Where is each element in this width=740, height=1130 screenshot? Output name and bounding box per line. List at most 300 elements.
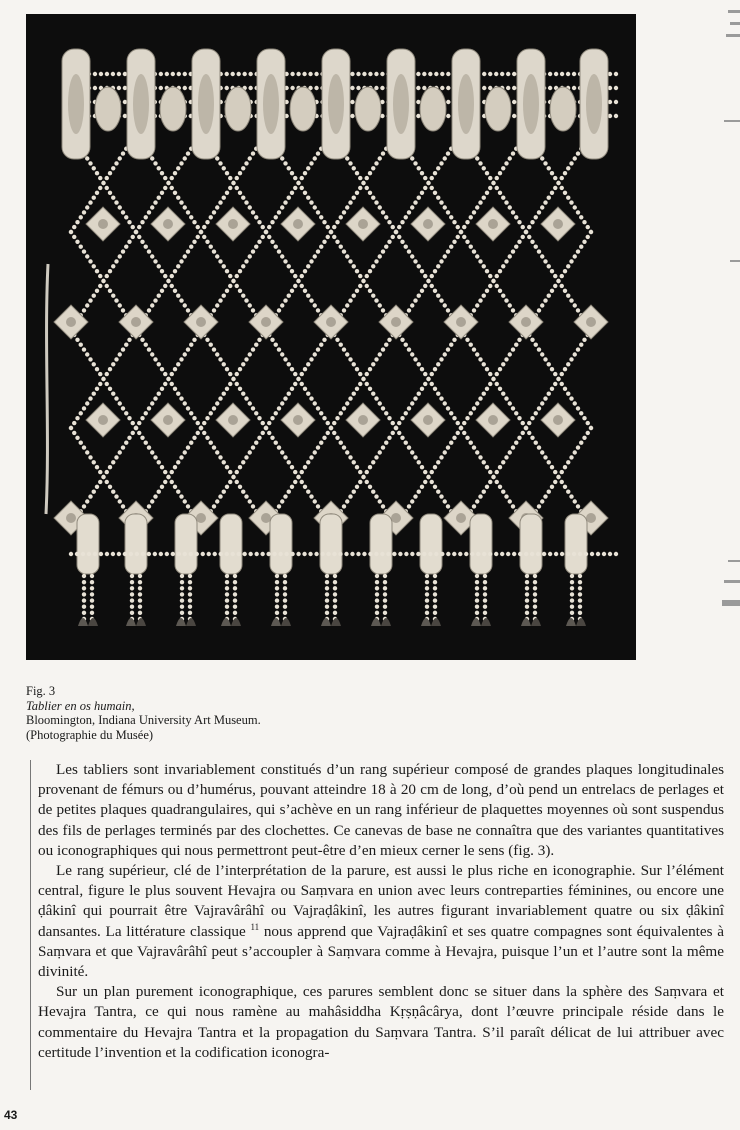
bead bbox=[446, 114, 450, 118]
bead bbox=[127, 436, 131, 440]
bead bbox=[127, 416, 131, 420]
bead bbox=[501, 196, 505, 200]
bead bbox=[300, 480, 304, 484]
bead bbox=[548, 552, 552, 556]
bead bbox=[225, 598, 229, 602]
bead bbox=[275, 605, 279, 609]
bead bbox=[514, 411, 518, 415]
bell bbox=[281, 618, 291, 626]
bead bbox=[475, 580, 479, 584]
bead bbox=[469, 441, 473, 445]
bead bbox=[225, 592, 229, 596]
bottom-plaque bbox=[320, 514, 342, 574]
bead bbox=[352, 196, 356, 200]
bead bbox=[283, 200, 287, 204]
bead bbox=[387, 220, 391, 224]
bead bbox=[339, 215, 343, 219]
bead bbox=[440, 86, 444, 90]
bead bbox=[378, 205, 382, 209]
bead bbox=[283, 298, 287, 302]
bead bbox=[501, 294, 505, 298]
bead bbox=[173, 191, 177, 195]
bead bbox=[335, 436, 339, 440]
bead bbox=[333, 611, 337, 615]
bead bbox=[153, 200, 157, 204]
bead bbox=[138, 611, 142, 615]
bead bbox=[525, 580, 529, 584]
bead bbox=[348, 200, 352, 204]
bead bbox=[137, 225, 141, 229]
bead bbox=[501, 362, 505, 366]
bead bbox=[283, 357, 287, 361]
bead bbox=[449, 245, 453, 249]
bead bbox=[368, 485, 372, 489]
bead bbox=[79, 215, 83, 219]
bead bbox=[238, 465, 242, 469]
bead bbox=[316, 308, 320, 312]
bead bbox=[157, 166, 161, 170]
bead bbox=[433, 605, 437, 609]
bead bbox=[147, 347, 151, 351]
bead bbox=[222, 460, 226, 464]
bead bbox=[488, 382, 492, 386]
bead bbox=[560, 176, 564, 180]
footnote-ref[interactable]: 11 bbox=[250, 921, 260, 932]
bead bbox=[573, 401, 577, 405]
bead bbox=[436, 294, 440, 298]
bead bbox=[504, 259, 508, 263]
bead bbox=[134, 426, 138, 430]
bead bbox=[309, 494, 313, 498]
bead bbox=[498, 465, 502, 469]
bead bbox=[205, 220, 209, 224]
bead bbox=[371, 264, 375, 268]
diamond-carving bbox=[553, 415, 563, 425]
bead bbox=[537, 445, 541, 449]
bead bbox=[260, 552, 264, 556]
diamond-carving bbox=[586, 317, 596, 327]
paragraph-1: Les tabliers sont invariablement constitués d’un rang supérieur composé de grandes plaques longitudinales provenant de fémurs ou d’humérus, pouvant atteindre 18 à 20 cm de long, d’où pend un entrelacs de perlages et de petites plaques quadrangulaires, qui s’achève en un rang inférieur de plaquettes moyennes où sont suspendus des fils de perlages terminés par des clochettes. Ce canevas de base ne connaîtra que des variantes quantitatives ou iconographiques qui nous permettront peut-être d’en mieux cerner le sens (fig. 3). bbox=[38, 761, 724, 859]
bead bbox=[547, 460, 551, 464]
bead bbox=[543, 494, 547, 498]
bead bbox=[85, 205, 89, 209]
bead bbox=[430, 480, 434, 484]
bead bbox=[147, 406, 151, 410]
bead bbox=[381, 210, 385, 214]
bead bbox=[560, 72, 564, 76]
bead bbox=[215, 450, 219, 454]
bead bbox=[306, 294, 310, 298]
bead bbox=[514, 343, 518, 347]
bead bbox=[420, 171, 424, 175]
bead bbox=[202, 225, 206, 229]
bell bbox=[576, 618, 586, 626]
bead bbox=[105, 274, 109, 278]
bead bbox=[413, 494, 417, 498]
bead bbox=[533, 574, 537, 578]
bead bbox=[576, 210, 580, 214]
bead bbox=[124, 245, 128, 249]
bead bbox=[508, 401, 512, 405]
bottom-plaque bbox=[125, 514, 147, 574]
bead bbox=[130, 605, 134, 609]
bead bbox=[287, 264, 291, 268]
body-text bbox=[38, 760, 724, 1063]
bead bbox=[293, 372, 297, 376]
bead bbox=[123, 86, 127, 90]
bead bbox=[566, 392, 570, 396]
bead bbox=[72, 225, 76, 229]
bead bbox=[236, 552, 240, 556]
bead bbox=[306, 490, 310, 494]
bead bbox=[79, 411, 83, 415]
bead bbox=[381, 308, 385, 312]
bead bbox=[101, 279, 105, 283]
bead bbox=[475, 205, 479, 209]
bead bbox=[111, 294, 115, 298]
bead bbox=[225, 72, 229, 76]
bead bbox=[333, 574, 337, 578]
bead bbox=[380, 552, 384, 556]
bead bbox=[433, 171, 437, 175]
bead bbox=[111, 552, 115, 556]
bead bbox=[313, 156, 317, 160]
bell bbox=[331, 618, 341, 626]
bead bbox=[462, 235, 466, 239]
bead bbox=[548, 72, 552, 76]
bead bbox=[183, 156, 187, 160]
bead bbox=[150, 499, 154, 503]
bead bbox=[92, 362, 96, 366]
plaque-carving bbox=[133, 74, 149, 134]
bead bbox=[430, 176, 434, 180]
bead bbox=[179, 259, 183, 263]
bead bbox=[177, 552, 181, 556]
bead bbox=[508, 303, 512, 307]
bell bbox=[186, 618, 196, 626]
bead bbox=[478, 259, 482, 263]
bead bbox=[488, 372, 492, 376]
bead bbox=[342, 445, 346, 449]
bead bbox=[166, 475, 170, 479]
bead bbox=[530, 240, 534, 244]
bead bbox=[300, 470, 304, 474]
bead bbox=[98, 176, 102, 180]
bell bbox=[481, 618, 491, 626]
bead bbox=[456, 431, 460, 435]
bead bbox=[443, 254, 447, 258]
plaque-carving bbox=[198, 74, 214, 134]
bead bbox=[501, 166, 505, 170]
plaque-carving bbox=[328, 74, 344, 134]
bead bbox=[512, 72, 516, 76]
bead bbox=[394, 230, 398, 234]
bead bbox=[293, 176, 297, 180]
bead bbox=[215, 401, 219, 405]
bead bbox=[111, 490, 115, 494]
paragraph-2: Le rang supérieur, clé de l’interprétation de la parure, est aussi le plus riche en iconographie. Sur l’élément central, figure le plus souvent Hevajra ou Saṃvara en union avec leurs contreparties féminines, ou encore une ḍâkinî qui pourrait être Vajravârâhî ou Vajraḍâkinî, les autres figurant invariablement quatre ou six ḍâkinî dansantes. La littérature classique $^{11}$ nous apprend que Vajraḍâkinî et ses quatre compagnes sont équivalentes à Saṃvara et que Vajravârâhî peut s’accoupler à Saṃvara comme à Hevajra, puisque l’un et l’autre sont la même divinité. bbox=[38, 862, 725, 981]
bead bbox=[413, 357, 417, 361]
bead bbox=[159, 86, 163, 90]
bead bbox=[278, 552, 282, 556]
bead bbox=[443, 450, 447, 454]
bead bbox=[569, 494, 573, 498]
bead bbox=[283, 161, 287, 165]
bead bbox=[338, 552, 342, 556]
bead bbox=[228, 176, 232, 180]
bead bbox=[114, 494, 118, 498]
diamond-carving bbox=[261, 317, 271, 327]
bead bbox=[98, 372, 102, 376]
bead bbox=[150, 450, 154, 454]
bead bbox=[504, 200, 508, 204]
bead bbox=[550, 367, 554, 371]
bead bbox=[335, 240, 339, 244]
bell bbox=[521, 618, 531, 626]
bead bbox=[433, 269, 437, 273]
bead bbox=[576, 347, 580, 351]
bead bbox=[111, 264, 115, 268]
bead bbox=[560, 480, 564, 484]
bead bbox=[352, 490, 356, 494]
bead bbox=[266, 552, 270, 556]
bead bbox=[517, 220, 521, 224]
bead bbox=[446, 347, 450, 351]
bead bbox=[235, 186, 239, 190]
diamond-carving bbox=[163, 219, 173, 229]
bead bbox=[407, 406, 411, 410]
bead bbox=[439, 494, 443, 498]
bead bbox=[222, 392, 226, 396]
bead bbox=[398, 552, 402, 556]
bead bbox=[576, 406, 580, 410]
bell bbox=[136, 618, 146, 626]
diamond-carving bbox=[391, 317, 401, 327]
bead bbox=[75, 220, 79, 224]
bead bbox=[309, 259, 313, 263]
bead bbox=[517, 338, 521, 342]
bead bbox=[540, 156, 544, 160]
bead bbox=[508, 450, 512, 454]
bead bbox=[400, 240, 404, 244]
bead bbox=[375, 598, 379, 602]
bead bbox=[374, 494, 378, 498]
bead bbox=[160, 367, 164, 371]
bead bbox=[241, 196, 245, 200]
bead bbox=[501, 264, 505, 268]
bead bbox=[153, 161, 157, 165]
bead bbox=[553, 274, 557, 278]
bead bbox=[371, 392, 375, 396]
oval-plaque bbox=[355, 87, 381, 131]
bead bbox=[589, 230, 593, 234]
bead bbox=[105, 372, 109, 376]
bead bbox=[374, 552, 378, 556]
bead bbox=[176, 166, 180, 170]
bead bbox=[504, 161, 508, 165]
bead bbox=[482, 362, 486, 366]
diamond-carving bbox=[456, 513, 466, 523]
bead bbox=[540, 450, 544, 454]
bead bbox=[283, 611, 287, 615]
bead bbox=[483, 592, 487, 596]
bead bbox=[433, 289, 437, 293]
bead bbox=[339, 343, 343, 347]
cord bbox=[46, 264, 48, 514]
bead bbox=[88, 357, 92, 361]
bead bbox=[225, 485, 229, 489]
bead bbox=[233, 611, 237, 615]
bead bbox=[446, 100, 450, 104]
bead bbox=[475, 352, 479, 356]
bead bbox=[241, 392, 245, 396]
bead bbox=[121, 445, 125, 449]
bead bbox=[160, 465, 164, 469]
bead bbox=[512, 100, 516, 104]
bead bbox=[495, 186, 499, 190]
bead bbox=[144, 441, 148, 445]
bead bbox=[108, 171, 112, 175]
bead bbox=[413, 161, 417, 165]
bead bbox=[576, 445, 580, 449]
bead bbox=[95, 485, 99, 489]
bead bbox=[534, 441, 538, 445]
bead bbox=[536, 552, 540, 556]
bead bbox=[244, 161, 248, 165]
bead bbox=[300, 186, 304, 190]
bead bbox=[170, 470, 174, 474]
bead bbox=[293, 274, 297, 278]
bead bbox=[293, 284, 297, 288]
bead bbox=[339, 245, 343, 249]
bead bbox=[82, 586, 86, 590]
bead bbox=[391, 421, 395, 425]
bead bbox=[135, 552, 139, 556]
figure-photograph bbox=[26, 14, 636, 660]
bead bbox=[233, 605, 237, 609]
bead bbox=[472, 210, 476, 214]
bead bbox=[495, 274, 499, 278]
bead bbox=[277, 406, 281, 410]
bead bbox=[391, 431, 395, 435]
bead bbox=[524, 426, 528, 430]
bead bbox=[92, 392, 96, 396]
bead bbox=[374, 259, 378, 263]
bead bbox=[407, 249, 411, 253]
bead bbox=[410, 499, 414, 503]
bead bbox=[123, 100, 127, 104]
bead bbox=[176, 392, 180, 396]
bead bbox=[356, 552, 360, 556]
bead bbox=[534, 411, 538, 415]
bead bbox=[582, 220, 586, 224]
bead bbox=[274, 215, 278, 219]
bead bbox=[560, 552, 564, 556]
bead bbox=[284, 552, 288, 556]
bead bbox=[82, 611, 86, 615]
bead bbox=[537, 249, 541, 253]
bead bbox=[371, 196, 375, 200]
bead bbox=[280, 205, 284, 209]
bead bbox=[300, 274, 304, 278]
bead bbox=[233, 580, 237, 584]
bead bbox=[420, 465, 424, 469]
bead bbox=[313, 254, 317, 258]
bead bbox=[303, 171, 307, 175]
bead bbox=[375, 580, 379, 584]
bead bbox=[570, 586, 574, 590]
bead bbox=[79, 441, 83, 445]
bead bbox=[478, 357, 482, 361]
bead bbox=[475, 586, 479, 590]
bead bbox=[159, 72, 163, 76]
bead bbox=[410, 450, 414, 454]
bead bbox=[188, 611, 192, 615]
bead bbox=[371, 362, 375, 366]
bead bbox=[413, 455, 417, 459]
bead bbox=[176, 460, 180, 464]
bead bbox=[225, 367, 229, 371]
bead bbox=[270, 338, 274, 342]
bead bbox=[188, 574, 192, 578]
bead bbox=[525, 592, 529, 596]
bead bbox=[579, 245, 583, 249]
bead bbox=[482, 264, 486, 268]
bead bbox=[85, 303, 89, 307]
bead bbox=[241, 460, 245, 464]
bead bbox=[129, 552, 133, 556]
bead bbox=[553, 176, 557, 180]
bead bbox=[589, 426, 593, 430]
bead bbox=[90, 598, 94, 602]
bead bbox=[380, 72, 384, 76]
bead bbox=[157, 460, 161, 464]
bead bbox=[267, 235, 271, 239]
bead bbox=[550, 387, 554, 391]
bead bbox=[478, 494, 482, 498]
bead bbox=[423, 382, 427, 386]
bead bbox=[495, 176, 499, 180]
bead bbox=[215, 254, 219, 258]
bead bbox=[233, 598, 237, 602]
bead bbox=[314, 72, 318, 76]
bead bbox=[147, 445, 151, 449]
bead bbox=[614, 552, 618, 556]
bead bbox=[355, 485, 359, 489]
bead bbox=[183, 254, 187, 258]
bead bbox=[425, 592, 429, 596]
bead bbox=[428, 552, 432, 556]
bead bbox=[95, 387, 99, 391]
bead bbox=[98, 480, 102, 484]
bead bbox=[213, 552, 217, 556]
bead bbox=[189, 552, 193, 556]
bead bbox=[578, 592, 582, 596]
bead bbox=[596, 552, 600, 556]
bead bbox=[439, 455, 443, 459]
bead bbox=[228, 382, 232, 386]
bell bbox=[78, 618, 88, 626]
bead bbox=[88, 161, 92, 165]
bead bbox=[283, 598, 287, 602]
bead bbox=[465, 436, 469, 440]
bead bbox=[114, 396, 118, 400]
diamond-carving bbox=[358, 219, 368, 229]
bead bbox=[254, 441, 258, 445]
bead bbox=[92, 294, 96, 298]
bead bbox=[316, 406, 320, 410]
bead bbox=[140, 436, 144, 440]
